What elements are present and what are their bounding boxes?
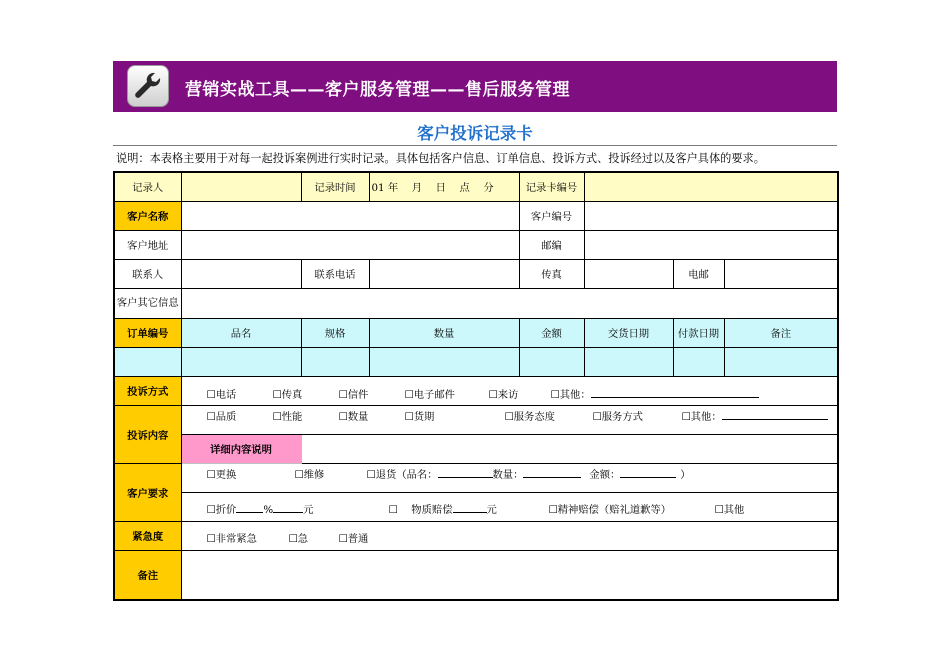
material-yuan-label: 元 [486,503,497,516]
method-other-blank[interactable] [591,387,759,398]
complaint-content-options [181,405,838,434]
order-delivery-input[interactable] [584,347,673,376]
customer-request-label: 客户要求 [114,463,181,521]
return-qty-label: 数量： [492,468,524,481]
customer-address-input[interactable] [181,230,519,259]
complaint-content-label: 投诉内容 [114,405,181,463]
request-other-checkbox[interactable]: ☐其他 [714,503,745,516]
request-repair-checkbox[interactable]: ☐维修 [294,468,325,481]
customer-other-input[interactable] [181,288,838,318]
customer-address-label: 客户地址 [114,230,181,259]
discount-percent-blank[interactable] [236,502,263,513]
detail-description-input[interactable] [301,434,838,463]
content-performance-checkbox[interactable]: ☐性能 [272,410,303,423]
request-line-1 [181,463,838,492]
order-col-qty: 数量 [369,318,519,347]
request-exchange-checkbox[interactable]: ☐更换 [206,468,237,481]
order-name-input[interactable] [181,347,301,376]
order-remarks-input[interactable] [724,347,838,376]
content-delivery-checkbox[interactable]: ☐货期 [404,410,435,423]
customer-id-input[interactable] [584,201,838,230]
urgency-very-urgent-checkbox[interactable]: ☐非常紧急 [206,532,257,545]
request-spiritual-compensation-checkbox[interactable]: ☐精神赔偿（赔礼道歉等） [548,503,671,516]
phone-label: 联系电话 [301,259,369,288]
phone-input[interactable] [369,259,519,288]
recorder-label: 记录人 [114,172,181,201]
material-compensation-label: ☐ 物质赔偿 [388,503,453,516]
zip-input[interactable] [584,230,838,259]
content-quantity-checkbox[interactable]: ☐数量 [338,410,369,423]
return-amount-blank[interactable] [620,467,676,478]
email-label: 电邮 [673,259,724,288]
request-material-compensation-checkbox[interactable] [389,501,497,516]
discount-percent-sign: % [263,503,274,516]
order-qty-input[interactable] [369,347,519,376]
email-input[interactable] [724,259,838,288]
method-visit-checkbox[interactable]: ☐来访 [488,388,519,401]
customer-name-label: 客户名称 [114,201,181,230]
return-item-blank[interactable] [438,467,493,478]
urgency-normal-checkbox[interactable]: ☐普通 [338,532,369,545]
order-payment-input[interactable] [673,347,724,376]
discount-yuan-blank[interactable] [273,502,303,513]
request-line-2 [181,492,838,521]
content-other-label: ☐其他： [681,410,722,423]
complaint-method-options [181,376,838,405]
customer-name-input[interactable] [181,201,519,230]
description-text: 说明：本表格主要用于对每一起投诉案例进行实时记录。具体包括客户信息、订单信息、投诉方式、投诉经过以及客户具体的要求。 [116,152,765,165]
complaint-method-label: 投诉方式 [114,376,181,405]
title-divider [113,145,837,146]
request-discount-checkbox[interactable] [207,501,314,516]
record-time-label: 记录时间 [301,172,369,201]
order-col-remarks: 备注 [724,318,838,347]
return-qty-blank[interactable] [523,467,581,478]
method-other-label: ☐其他： [550,388,591,401]
order-col-name: 品名 [181,318,301,347]
banner-title: 营销实战工具——客户服务管理——售后服务管理 [185,80,570,100]
material-compensation-blank[interactable] [453,502,487,513]
card-number-input[interactable] [584,172,838,201]
order-amount-input[interactable] [519,347,584,376]
order-number-input[interactable] [114,347,181,376]
remarks-input[interactable] [181,550,838,600]
contact-input[interactable] [181,259,301,288]
return-item-label: ☐退货（品名： [366,468,438,481]
order-col-payment-date: 付款日期 [673,318,724,347]
fax-input[interactable] [584,259,673,288]
remarks-label: 备注 [114,550,181,600]
customer-other-label: 客户其它信息 [114,288,181,318]
method-fax-checkbox[interactable]: ☐传真 [272,388,303,401]
method-email-checkbox[interactable]: ☐电子邮件 [404,388,455,401]
order-number-label: 订单编号 [114,318,181,347]
fax-label: 传真 [519,259,584,288]
method-letter-checkbox[interactable]: ☐信件 [338,388,369,401]
wrench-icon [127,65,169,107]
recorder-input[interactable] [181,172,301,201]
content-quality-checkbox[interactable]: ☐品质 [206,410,237,423]
urgency-label: 紧急度 [114,521,181,550]
content-service-attitude-checkbox[interactable]: ☐服务态度 [504,410,555,423]
card-title: 客户投诉记录卡 [417,124,533,143]
detail-description-label: 详细内容说明 [181,434,301,463]
return-amount-label: 金额： [589,468,621,481]
method-other-checkbox[interactable] [551,386,759,401]
return-close-paren: ） [680,468,691,481]
order-spec-input[interactable] [301,347,369,376]
customer-id-label: 客户编号 [519,201,584,230]
zip-label: 邮编 [519,230,584,259]
discount-yuan-label: 元 [303,503,314,516]
content-service-method-checkbox[interactable]: ☐服务方式 [592,410,643,423]
content-other-blank[interactable] [722,409,828,420]
urgency-options [181,521,838,550]
method-phone-checkbox[interactable]: ☐电话 [206,388,237,401]
request-return-checkbox[interactable] [367,466,691,481]
card-number-label: 记录卡编号 [519,172,584,201]
urgency-urgent-checkbox[interactable]: ☐急 [288,532,309,545]
complaint-form-table [113,171,839,601]
order-col-delivery-date: 交货日期 [584,318,673,347]
record-time-input[interactable]: 01 年 月 日 点 分 [369,172,519,201]
order-col-amount: 金额 [519,318,584,347]
content-other-checkbox[interactable] [682,408,828,423]
discount-label: ☐折价 [206,503,237,516]
contact-label: 联系人 [114,259,181,288]
order-col-spec: 规格 [301,318,369,347]
